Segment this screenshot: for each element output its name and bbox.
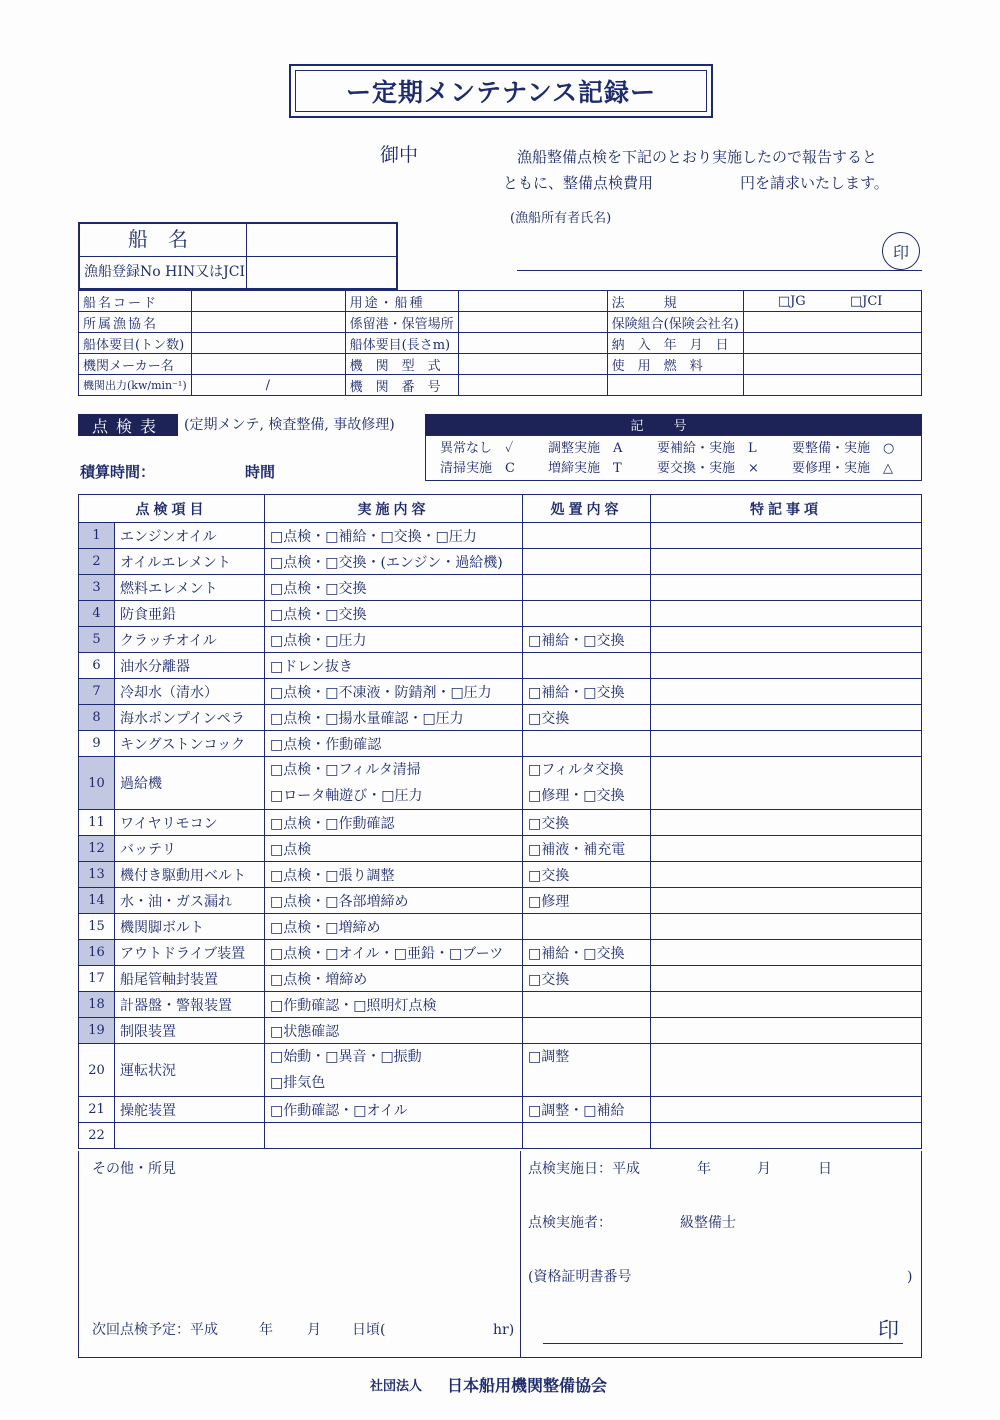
row-content-line[interactable]: □ロータ軸遊び・□圧力 [270,788,423,804]
table-row [79,992,922,1018]
row-number: 12 [79,836,115,862]
table-row [79,1123,922,1149]
inspection-types: (定期メンテ, 検査整備, 事故修理) [184,417,395,433]
info-label: 用途・船種 [345,291,458,312]
info-field[interactable] [458,312,607,333]
row-number: 5 [79,627,115,653]
table-row [79,1097,922,1123]
row-content[interactable] [265,757,523,810]
row-notes[interactable] [651,1123,922,1149]
info-field[interactable] [743,333,921,354]
info-field[interactable] [743,312,921,333]
row-number: 11 [79,810,115,836]
row-number: 14 [79,888,115,914]
row-item [115,1123,265,1149]
row-number: 3 [79,575,115,601]
row-item: 冷却水（清水） [115,679,265,705]
onchu-label: 御中 [380,144,419,166]
inspector-signature-line[interactable] [543,1343,903,1344]
info-label: 機 関 型 式 [345,354,458,375]
info-label: 使 用 燃 料 [607,354,743,375]
row-notes[interactable] [651,757,922,810]
header-action: 処置内容 [523,495,651,523]
row-content[interactable]: □点検・□交換 [265,575,523,601]
row-number: 2 [79,549,115,575]
info-field[interactable] [191,375,345,396]
row-notes[interactable] [651,1097,922,1123]
table-row [79,731,922,757]
row-notes[interactable] [651,888,922,914]
row-action[interactable] [523,601,651,627]
row-action[interactable]: □補給・□交換 [523,940,651,966]
row-content[interactable]: □点検・□圧力 [265,627,523,653]
row-action-line[interactable]: □調整 [528,1049,570,1065]
row-number: 20 [79,1044,115,1097]
vessel-reg-label: 漁船登録No HIN又はJCI [84,264,245,280]
row-notes[interactable] [651,601,922,627]
info-label: 納 入 年 月 日 [607,333,743,354]
inspection-date-label: 点検実施日：平成 [528,1161,640,1177]
row-number: 9 [79,731,115,757]
next-year: 年 [259,1322,273,1338]
row-action[interactable] [523,992,651,1018]
info-label: 係留港・保管場所 [345,312,458,333]
row-action[interactable]: □修理 [523,888,651,914]
table-row [79,914,922,940]
legend-item: 清掃実施 C [440,461,515,476]
row-action[interactable]: □交換 [523,966,651,992]
info-blank [607,375,743,396]
row-item: 運転状況 [115,1044,265,1097]
vessel-info-table [78,290,922,396]
row-item: 過給機 [115,757,265,810]
table-row [79,679,922,705]
header-notes: 特記事項 [651,495,922,523]
row-item: 船尾管軸封装置 [115,966,265,992]
inspection-table-label: 点検表 [78,414,178,436]
row-notes[interactable] [651,679,922,705]
row-number: 1 [79,523,115,549]
info-field[interactable] [191,333,345,354]
row-notes[interactable] [651,705,922,731]
info-field[interactable] [458,375,607,396]
row-number: 17 [79,966,115,992]
row-notes[interactable] [651,940,922,966]
row-content[interactable]: □点検・□交換 [265,601,523,627]
row-number: 10 [79,757,115,810]
row-item: 機関脚ボルト [115,914,265,940]
hours-unit: 時間 [245,463,276,481]
row-number: 7 [79,679,115,705]
hours-field[interactable] [160,462,240,482]
vessel-reg-field[interactable] [250,260,394,288]
row-item: 操舵装置 [115,1097,265,1123]
row-content[interactable]: □点検・□増締め [265,914,523,940]
legend-item: 増締実施 T [548,461,622,476]
table-row [79,627,922,653]
remarks-field[interactable] [90,1185,510,1315]
info-field[interactable] [191,291,345,312]
row-item: ワイヤリモコン [115,810,265,836]
legend-item: 要補給・実施 L [657,441,757,456]
row-action[interactable]: □交換 [523,862,651,888]
footer-divider [520,1151,521,1358]
legend-title: 記号 [425,414,922,435]
power-slash: / [265,377,271,393]
row-content[interactable] [265,1123,523,1149]
owner-signature-line[interactable] [517,270,922,271]
table-row [79,966,922,992]
row-content[interactable]: □点検・□揚水量確認・□圧力 [265,705,523,731]
report-line-2a: ともに、整備点検費用 [503,174,654,192]
info-field[interactable] [458,354,607,375]
row-item: 計器盤・警報装置 [115,992,265,1018]
table-row [79,601,922,627]
info-label: 機 関 番 号 [345,375,458,396]
row-number: 19 [79,1018,115,1044]
row-number: 8 [79,705,115,731]
vessel-name-field[interactable] [250,226,394,254]
row-item: 機付き駆動用ベルト [115,862,265,888]
row-content-line[interactable]: □始動・□異音・□振動 [270,1049,422,1065]
row-action[interactable]: □交換 [523,705,651,731]
row-content[interactable]: □点検・作動確認 [265,731,523,757]
row-number: 4 [79,601,115,627]
row-notes[interactable] [651,731,922,757]
table-row [79,757,922,810]
cert-number-field[interactable] [650,1266,900,1288]
date-year: 年 [697,1161,711,1177]
row-notes[interactable] [651,1018,922,1044]
row-item: アウトドライブ装置 [115,940,265,966]
owner-label: (漁船所有者氏名) [510,211,612,226]
row-content-line[interactable]: □点検・□フィルタ清掃 [270,762,421,778]
row-item: 海水ポンプインペラ [115,705,265,731]
row-number: 18 [79,992,115,1018]
info-label: 機関出力(kw/min⁻¹) [79,375,192,396]
date-day: 日 [818,1161,832,1177]
row-notes[interactable] [651,992,922,1018]
row-notes[interactable] [651,966,922,992]
row-action[interactable] [523,575,651,601]
law-jg-checkbox[interactable]: □JG [777,293,806,309]
row-content[interactable]: □点検・□作動確認 [265,810,523,836]
row-content[interactable]: □点検・□交換・(エンジン・過給機) [265,549,523,575]
table-row [79,653,922,679]
row-notes[interactable] [651,575,922,601]
row-number: 13 [79,862,115,888]
row-content[interactable]: □点検・□張り調整 [265,862,523,888]
info-label: 船体要目(長さm) [345,333,458,354]
info-label: 法 規 [607,291,743,312]
table-row [79,940,922,966]
table-row [79,810,922,836]
row-action[interactable] [523,757,651,810]
info-field[interactable] [458,333,607,354]
row-content[interactable]: □点検・増締め [265,966,523,992]
row-notes[interactable] [651,914,922,940]
row-content[interactable]: □点検・□オイル・□亜鉛・□ブーツ [265,940,523,966]
table-row [79,1044,922,1097]
row-action-line[interactable]: □修理・□交換 [528,788,625,804]
inspection-table [78,494,922,1149]
table-row [79,575,922,601]
table-row [79,888,922,914]
owner-seal-mark: 印 [882,232,920,270]
row-content[interactable] [265,1044,523,1097]
row-action-line[interactable] [528,1070,645,1096]
row-notes[interactable] [651,862,922,888]
info-field[interactable] [458,291,607,312]
row-item: 燃料エレメント [115,575,265,601]
row-action-line[interactable]: □フィルタ交換 [528,762,624,778]
org-prefix: 社団法人 [370,1379,423,1394]
row-item: バッテリ [115,836,265,862]
row-notes[interactable] [651,627,922,653]
table-row [79,549,922,575]
page-title: ー定期メンテナンス記録ー [295,70,707,112]
row-action[interactable] [523,914,651,940]
row-item: キングストンコック [115,731,265,757]
row-action[interactable] [523,1044,651,1097]
row-action[interactable] [523,1123,651,1149]
info-blank [743,375,921,396]
row-number: 22 [79,1123,115,1149]
row-item: 水・油・ガス漏れ [115,888,265,914]
row-number: 16 [79,940,115,966]
row-content[interactable]: □作動確認・□照明灯点検 [265,992,523,1018]
inspector-label: 点検実施者： [528,1215,612,1231]
row-content-line[interactable]: □排気色 [270,1075,326,1091]
cert-label: (資格証明書番号 [528,1269,632,1285]
row-action[interactable]: □交換 [523,810,651,836]
legend-item: 要修理・実施 △ [792,461,893,476]
row-notes[interactable] [651,549,922,575]
table-row [79,1018,922,1044]
info-label: 船体要目(トン数) [79,333,192,354]
row-number: 21 [79,1097,115,1123]
row-item: 防食亜鉛 [115,601,265,627]
vessel-box-vdivider [246,222,247,290]
header-item: 点検項目 [79,495,265,523]
table-row [79,523,922,549]
next-day: 日頃( [352,1322,386,1338]
info-field[interactable] [743,354,921,375]
legend-item: 異常なし ✓ [440,441,514,456]
row-item: 油水分離器 [115,653,265,679]
next-hr: hr) [493,1322,515,1338]
row-number: 6 [79,653,115,679]
row-action[interactable]: □調整・□補給 [523,1097,651,1123]
row-action[interactable] [523,653,651,679]
info-label: 船名コード [79,291,192,312]
table-row [79,836,922,862]
table-row [79,705,922,731]
date-month: 月 [757,1161,771,1177]
row-action[interactable] [523,1018,651,1044]
legend-item: 要整備・実施 ○ [792,441,895,456]
row-content[interactable]: □状態確認 [265,1018,523,1044]
row-action[interactable] [523,731,651,757]
row-action[interactable] [523,549,651,575]
law-field[interactable] [743,291,921,312]
row-content[interactable]: □点検・□各部増締め [265,888,523,914]
header-content: 実施内容 [265,495,523,523]
org-name: 日本船用機関整備協会 [447,1376,608,1395]
row-notes[interactable] [651,523,922,549]
row-notes[interactable] [651,1044,922,1097]
row-content[interactable]: □点検 [265,836,523,862]
vessel-name-label: 船 名 [128,227,188,251]
inspector-field[interactable] [615,1212,675,1234]
row-content[interactable]: □点検・□補給・□交換・□圧力 [265,523,523,549]
row-notes[interactable] [651,653,922,679]
info-label: 機関メーカー名 [79,354,192,375]
row-action[interactable]: □補給・□交換 [523,627,651,653]
info-field[interactable] [191,312,345,333]
row-number: 15 [79,914,115,940]
report-line-2b: 円を請求いたします。 [740,174,889,192]
table-row [79,862,922,888]
report-line-1: 漁船整備点検を下記のとおり実施したので報告すると [517,148,878,166]
legend-item: 要交換・実施 × [657,461,759,476]
info-label: 保険組合(保険会社名) [607,312,743,333]
next-month: 月 [307,1322,321,1338]
row-notes[interactable] [651,810,922,836]
row-notes[interactable] [651,836,922,862]
info-field[interactable] [191,354,345,375]
row-item: エンジンオイル [115,523,265,549]
next-inspection-label: 次回点検予定：平成 [92,1322,218,1338]
row-action[interactable]: □補給・□交換 [523,679,651,705]
vessel-box-divider [78,256,398,257]
title-frame [289,64,713,118]
row-content[interactable]: □ドレン抜き [265,653,523,679]
inspector-seal-mark: 印 [878,1318,899,1342]
row-item: オイルエレメント [115,549,265,575]
legend-item: 調整実施 A [548,441,623,456]
law-jci-checkbox[interactable]: □JCI [849,293,883,309]
info-label: 所属漁協名 [79,312,192,333]
row-item: 制限装置 [115,1018,265,1044]
cert-close: ) [907,1269,913,1285]
row-content[interactable]: □点検・□不凍液・防錆剤・□圧力 [265,679,523,705]
row-item: クラッチオイル [115,627,265,653]
row-content[interactable]: □作動確認・□オイル [265,1097,523,1123]
remarks-label: その他・所見 [92,1161,176,1177]
grade-label: 級整備士 [680,1215,736,1231]
row-action[interactable]: □補液・補充電 [523,836,651,862]
hours-label: 積算時間： [80,463,156,481]
row-action[interactable] [523,523,651,549]
